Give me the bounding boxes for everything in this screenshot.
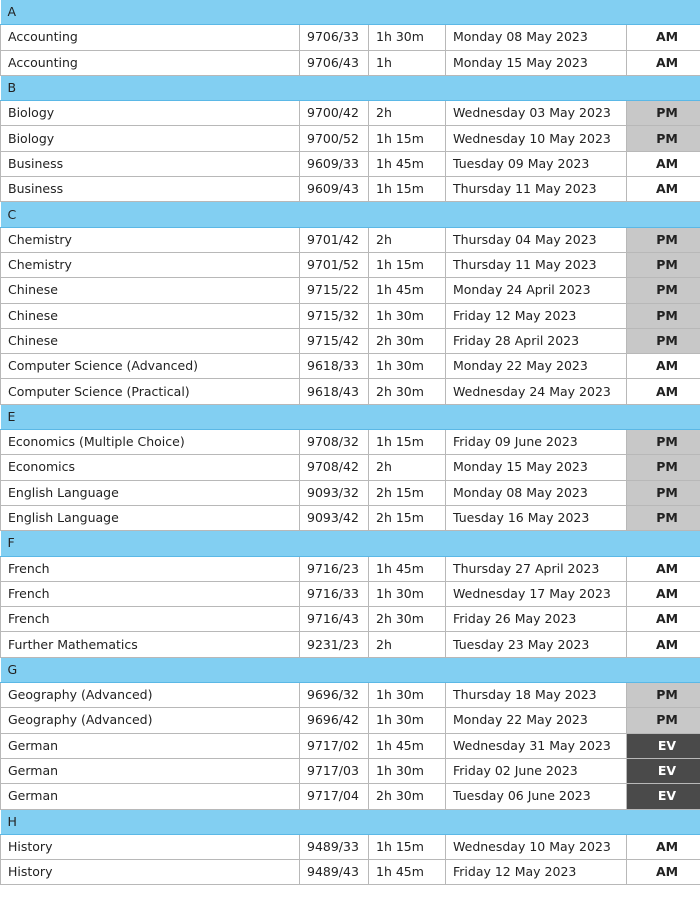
component-code-cell: 9700/52: [300, 126, 369, 151]
exam-date-cell: Wednesday 31 May 2023: [446, 733, 627, 758]
duration-cell: 1h 45m: [369, 860, 446, 885]
component-code-cell: 9701/52: [300, 252, 369, 277]
subject-cell: German: [1, 733, 300, 758]
subject-cell: Business: [1, 151, 300, 176]
table-row: [1, 708, 700, 733]
subject-cell: Business: [1, 177, 300, 202]
exam-date-cell: Friday 12 May 2023: [446, 860, 627, 885]
duration-cell: 1h 45m: [369, 556, 446, 581]
component-code-cell: 9706/43: [300, 50, 369, 75]
session-badge: EV: [627, 733, 700, 758]
duration-cell: 2h: [369, 101, 446, 126]
exam-date-cell: Monday 22 May 2023: [446, 708, 627, 733]
table-row: [1, 556, 700, 581]
component-code-cell: 9609/43: [300, 177, 369, 202]
duration-cell: 1h 30m: [369, 683, 446, 708]
duration-cell: 1h 15m: [369, 126, 446, 151]
session-badge: EV: [627, 758, 700, 783]
table-row: [1, 758, 700, 783]
subject-cell: Chemistry: [1, 252, 300, 277]
component-code-cell: 9701/42: [300, 227, 369, 252]
exam-date-cell: Wednesday 10 May 2023: [446, 126, 627, 151]
table-row: [1, 455, 700, 480]
component-code-cell: 9715/42: [300, 328, 369, 353]
exam-date-cell: Monday 08 May 2023: [446, 480, 627, 505]
section-letter: C: [1, 202, 700, 227]
section-header-e: [1, 404, 700, 429]
duration-cell: 1h 45m: [369, 278, 446, 303]
session-badge: AM: [627, 632, 700, 657]
subject-cell: Geography (Advanced): [1, 683, 300, 708]
table-row: [1, 632, 700, 657]
subject-cell: English Language: [1, 505, 300, 530]
subject-cell: Computer Science (Practical): [1, 379, 300, 404]
duration-cell: 1h 30m: [369, 303, 446, 328]
exam-date-cell: Tuesday 09 May 2023: [446, 151, 627, 176]
table-row: [1, 480, 700, 505]
table-row: [1, 278, 700, 303]
section-header-b: [1, 75, 700, 100]
session-badge: PM: [627, 505, 700, 530]
component-code-cell: 9093/42: [300, 505, 369, 530]
session-badge: PM: [627, 328, 700, 353]
duration-cell: 1h 15m: [369, 252, 446, 277]
table-row: [1, 860, 700, 885]
duration-cell: 2h 30m: [369, 379, 446, 404]
component-code-cell: 9609/33: [300, 151, 369, 176]
exam-date-cell: Monday 08 May 2023: [446, 25, 627, 50]
table-row: [1, 101, 700, 126]
exam-date-cell: Friday 26 May 2023: [446, 607, 627, 632]
duration-cell: 1h 45m: [369, 733, 446, 758]
section-letter: H: [1, 809, 700, 834]
table-row: [1, 430, 700, 455]
component-code-cell: 9716/33: [300, 581, 369, 606]
duration-cell: 1h 30m: [369, 708, 446, 733]
subject-cell: English Language: [1, 480, 300, 505]
section-header-g: [1, 657, 700, 682]
table-row: [1, 252, 700, 277]
subject-cell: German: [1, 758, 300, 783]
duration-cell: 2h 30m: [369, 784, 446, 809]
subject-cell: History: [1, 834, 300, 859]
component-code-cell: 9093/32: [300, 480, 369, 505]
section-letter: G: [1, 657, 700, 682]
section-letter: B: [1, 75, 700, 100]
session-badge: AM: [627, 834, 700, 859]
timetable-body: [1, 0, 700, 885]
duration-cell: 1h 30m: [369, 354, 446, 379]
component-code-cell: 9715/32: [300, 303, 369, 328]
subject-cell: French: [1, 556, 300, 581]
component-code-cell: 9700/42: [300, 101, 369, 126]
table-row: [1, 25, 700, 50]
session-badge: AM: [627, 354, 700, 379]
duration-cell: 1h 30m: [369, 758, 446, 783]
subject-cell: Computer Science (Advanced): [1, 354, 300, 379]
table-row: [1, 683, 700, 708]
subject-cell: French: [1, 607, 300, 632]
section-letter: F: [1, 531, 700, 556]
exam-date-cell: Friday 02 June 2023: [446, 758, 627, 783]
session-badge: PM: [627, 683, 700, 708]
exam-date-cell: Thursday 04 May 2023: [446, 227, 627, 252]
component-code-cell: 9715/22: [300, 278, 369, 303]
component-code-cell: 9708/32: [300, 430, 369, 455]
subject-cell: Accounting: [1, 50, 300, 75]
exam-date-cell: Thursday 18 May 2023: [446, 683, 627, 708]
exam-date-cell: Tuesday 06 June 2023: [446, 784, 627, 809]
component-code-cell: 9489/43: [300, 860, 369, 885]
section-header-h: [1, 809, 700, 834]
session-badge: PM: [627, 227, 700, 252]
section-header-f: [1, 531, 700, 556]
session-badge: PM: [627, 252, 700, 277]
exam-date-cell: Friday 09 June 2023: [446, 430, 627, 455]
component-code-cell: 9706/33: [300, 25, 369, 50]
session-badge: AM: [627, 25, 700, 50]
subject-cell: Accounting: [1, 25, 300, 50]
component-code-cell: 9716/43: [300, 607, 369, 632]
table-row: [1, 126, 700, 151]
subject-cell: Biology: [1, 101, 300, 126]
duration-cell: 1h 30m: [369, 581, 446, 606]
table-row: [1, 733, 700, 758]
component-code-cell: 9618/43: [300, 379, 369, 404]
subject-cell: Economics: [1, 455, 300, 480]
session-badge: AM: [627, 607, 700, 632]
component-code-cell: 9708/42: [300, 455, 369, 480]
component-code-cell: 9696/42: [300, 708, 369, 733]
session-badge: PM: [627, 708, 700, 733]
session-badge: AM: [627, 177, 700, 202]
table-row: [1, 50, 700, 75]
exam-date-cell: Tuesday 16 May 2023: [446, 505, 627, 530]
duration-cell: 1h 15m: [369, 177, 446, 202]
session-badge: PM: [627, 101, 700, 126]
component-code-cell: 9717/04: [300, 784, 369, 809]
duration-cell: 2h 30m: [369, 607, 446, 632]
component-code-cell: 9717/02: [300, 733, 369, 758]
duration-cell: 1h 15m: [369, 430, 446, 455]
section-letter: E: [1, 404, 700, 429]
subject-cell: Biology: [1, 126, 300, 151]
exam-date-cell: Thursday 11 May 2023: [446, 252, 627, 277]
session-badge: PM: [627, 430, 700, 455]
component-code-cell: 9716/23: [300, 556, 369, 581]
table-row: [1, 151, 700, 176]
subject-cell: Chinese: [1, 328, 300, 353]
session-badge: EV: [627, 784, 700, 809]
session-badge: AM: [627, 379, 700, 404]
subject-cell: Chinese: [1, 303, 300, 328]
duration-cell: 2h 15m: [369, 505, 446, 530]
session-badge: PM: [627, 480, 700, 505]
exam-date-cell: Friday 12 May 2023: [446, 303, 627, 328]
exam-date-cell: Wednesday 24 May 2023: [446, 379, 627, 404]
exam-date-cell: Wednesday 03 May 2023: [446, 101, 627, 126]
duration-cell: 1h 45m: [369, 151, 446, 176]
component-code-cell: 9489/33: [300, 834, 369, 859]
session-badge: PM: [627, 303, 700, 328]
exam-date-cell: Wednesday 10 May 2023: [446, 834, 627, 859]
component-code-cell: 9618/33: [300, 354, 369, 379]
table-row: [1, 227, 700, 252]
session-badge: AM: [627, 556, 700, 581]
exam-date-cell: Monday 15 May 2023: [446, 455, 627, 480]
table-row: [1, 834, 700, 859]
duration-cell: 2h: [369, 632, 446, 657]
duration-cell: 2h: [369, 227, 446, 252]
exam-date-cell: Monday 15 May 2023: [446, 50, 627, 75]
session-badge: AM: [627, 50, 700, 75]
section-letter: A: [1, 0, 700, 25]
component-code-cell: 9717/03: [300, 758, 369, 783]
exam-date-cell: Monday 24 April 2023: [446, 278, 627, 303]
section-header-a: [1, 0, 700, 25]
subject-cell: Chinese: [1, 278, 300, 303]
session-badge: PM: [627, 126, 700, 151]
exam-date-cell: Tuesday 23 May 2023: [446, 632, 627, 657]
subject-cell: Chemistry: [1, 227, 300, 252]
exam-date-cell: Friday 28 April 2023: [446, 328, 627, 353]
table-row: [1, 177, 700, 202]
exam-date-cell: Thursday 27 April 2023: [446, 556, 627, 581]
subject-cell: German: [1, 784, 300, 809]
table-row: [1, 784, 700, 809]
subject-cell: French: [1, 581, 300, 606]
table-row: [1, 505, 700, 530]
component-code-cell: 9696/32: [300, 683, 369, 708]
duration-cell: 1h: [369, 50, 446, 75]
exam-date-cell: Thursday 11 May 2023: [446, 177, 627, 202]
table-row: [1, 581, 700, 606]
table-row: [1, 379, 700, 404]
subject-cell: Geography (Advanced): [1, 708, 300, 733]
duration-cell: 2h: [369, 455, 446, 480]
section-header-c: [1, 202, 700, 227]
exam-date-cell: Wednesday 17 May 2023: [446, 581, 627, 606]
session-badge: PM: [627, 278, 700, 303]
table-row: [1, 328, 700, 353]
subject-cell: Economics (Multiple Choice): [1, 430, 300, 455]
duration-cell: 2h 15m: [369, 480, 446, 505]
exam-date-cell: Monday 22 May 2023: [446, 354, 627, 379]
session-badge: AM: [627, 860, 700, 885]
duration-cell: 1h 15m: [369, 834, 446, 859]
component-code-cell: 9231/23: [300, 632, 369, 657]
subject-cell: History: [1, 860, 300, 885]
duration-cell: 2h 30m: [369, 328, 446, 353]
session-badge: AM: [627, 581, 700, 606]
duration-cell: 1h 30m: [369, 25, 446, 50]
table-row: [1, 303, 700, 328]
subject-cell: Further Mathematics: [1, 632, 300, 657]
session-badge: PM: [627, 455, 700, 480]
table-row: [1, 354, 700, 379]
table-row: [1, 607, 700, 632]
session-badge: AM: [627, 151, 700, 176]
